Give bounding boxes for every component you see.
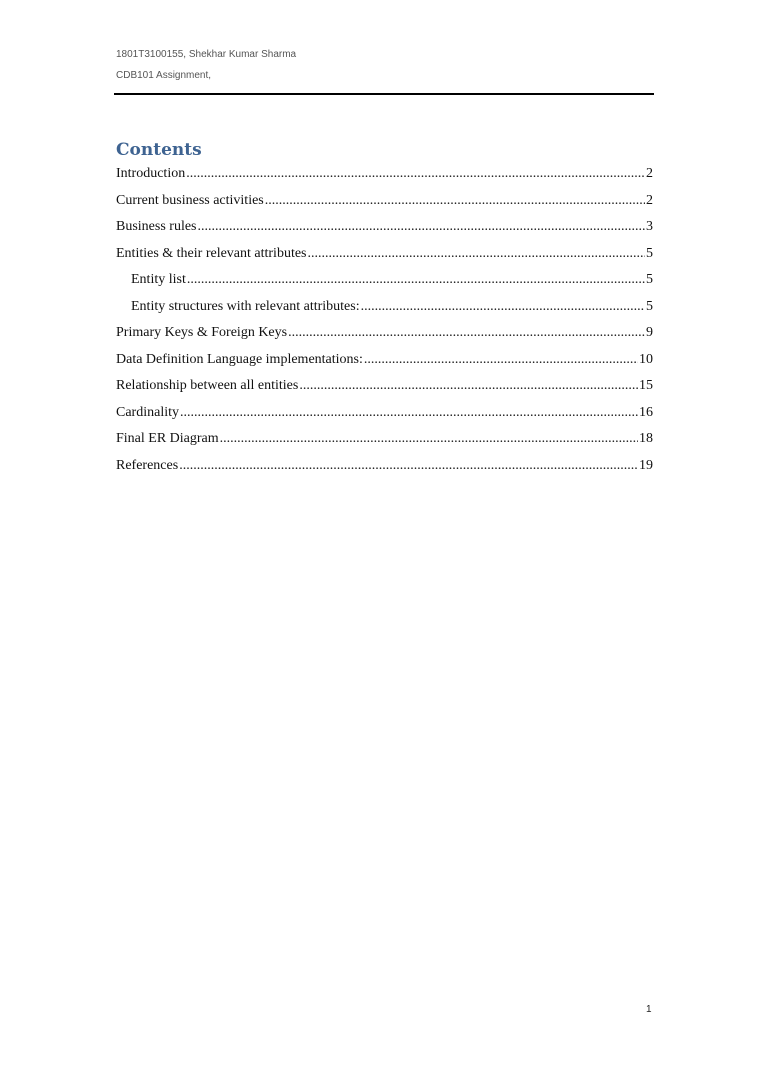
toc-leader-dots: [308, 241, 646, 268]
toc-entry-title: Business rules: [116, 219, 197, 234]
toc-leader-dots: [220, 426, 638, 453]
toc-leader-dots: [361, 294, 645, 321]
toc-leader-dots: [288, 320, 645, 347]
toc-entry-page: 10: [639, 351, 653, 367]
toc-leader-dots: [198, 214, 646, 241]
header-course-line: CDB101 Assignment,: [116, 70, 212, 81]
toc-entry-title: Cardinality: [116, 404, 179, 420]
toc-entry-entity-list[interactable]: [116, 267, 653, 294]
toc-entry-title: Introduction: [116, 166, 186, 181]
toc-leader-dots: [186, 161, 645, 188]
running-header: [116, 44, 296, 86]
page-number: 1: [646, 1004, 652, 1015]
toc-entry-current-business-activities[interactable]: [116, 188, 653, 215]
toc-entry-relationships[interactable]: [116, 373, 653, 400]
header-author-line: 1801T3100155, Shekhar Kumar Sharma: [116, 49, 297, 60]
toc-entry-page: 16: [639, 404, 653, 420]
toc-entry-introduction[interactable]: [116, 161, 653, 188]
toc-entry-cardinality[interactable]: [116, 400, 653, 427]
toc-leader-dots: [179, 453, 638, 480]
toc-entry-page: 5: [646, 245, 653, 261]
toc-entry-title: Primary Keys & Foreign Keys: [116, 325, 288, 340]
toc-entry-title: Data Definition Language implementations:: [116, 351, 363, 367]
toc-entry-page: 9: [646, 325, 653, 340]
toc-leader-dots: [265, 188, 645, 215]
toc-entry-title: Entity structures with relevant attributes:: [131, 298, 360, 314]
toc-leader-dots: [180, 400, 638, 427]
toc-entry-entities-attributes[interactable]: [116, 241, 653, 268]
toc-entry-page: 19: [639, 457, 653, 473]
toc-entry-title: Entity list: [131, 272, 186, 287]
toc-entry-page: 5: [646, 298, 653, 314]
toc-leader-dots: [299, 373, 638, 400]
toc-entry-title: Relationship between all entities: [116, 378, 299, 393]
toc-leader-dots: [364, 347, 638, 374]
toc-entry-title: Final ER Diagram: [116, 431, 219, 446]
toc-entry-references[interactable]: [116, 453, 653, 480]
toc-entry-page: 15: [639, 378, 653, 393]
table-of-contents: [116, 161, 653, 479]
toc-entry-page: 5: [646, 272, 653, 287]
toc-entry-page: 2: [646, 192, 653, 208]
toc-entry-primary-foreign-keys[interactable]: [116, 320, 653, 347]
toc-entry-title: References: [116, 457, 179, 473]
toc-entry-title: Current business activities: [116, 192, 264, 208]
toc-leader-dots: [187, 267, 645, 294]
toc-heading: Contents: [116, 140, 202, 160]
toc-entry-ddl-implementations[interactable]: [116, 347, 653, 374]
toc-entry-page: 18: [639, 431, 653, 446]
toc-entry-page: 2: [646, 166, 653, 181]
toc-entry-entity-structures[interactable]: [116, 294, 653, 321]
toc-entry-business-rules[interactable]: [116, 214, 653, 241]
toc-entry-page: 3: [646, 219, 653, 234]
toc-entry-title: Entities & their relevant attributes: [116, 245, 307, 261]
header-divider: [114, 93, 654, 95]
toc-entry-final-er-diagram[interactable]: [116, 426, 653, 453]
